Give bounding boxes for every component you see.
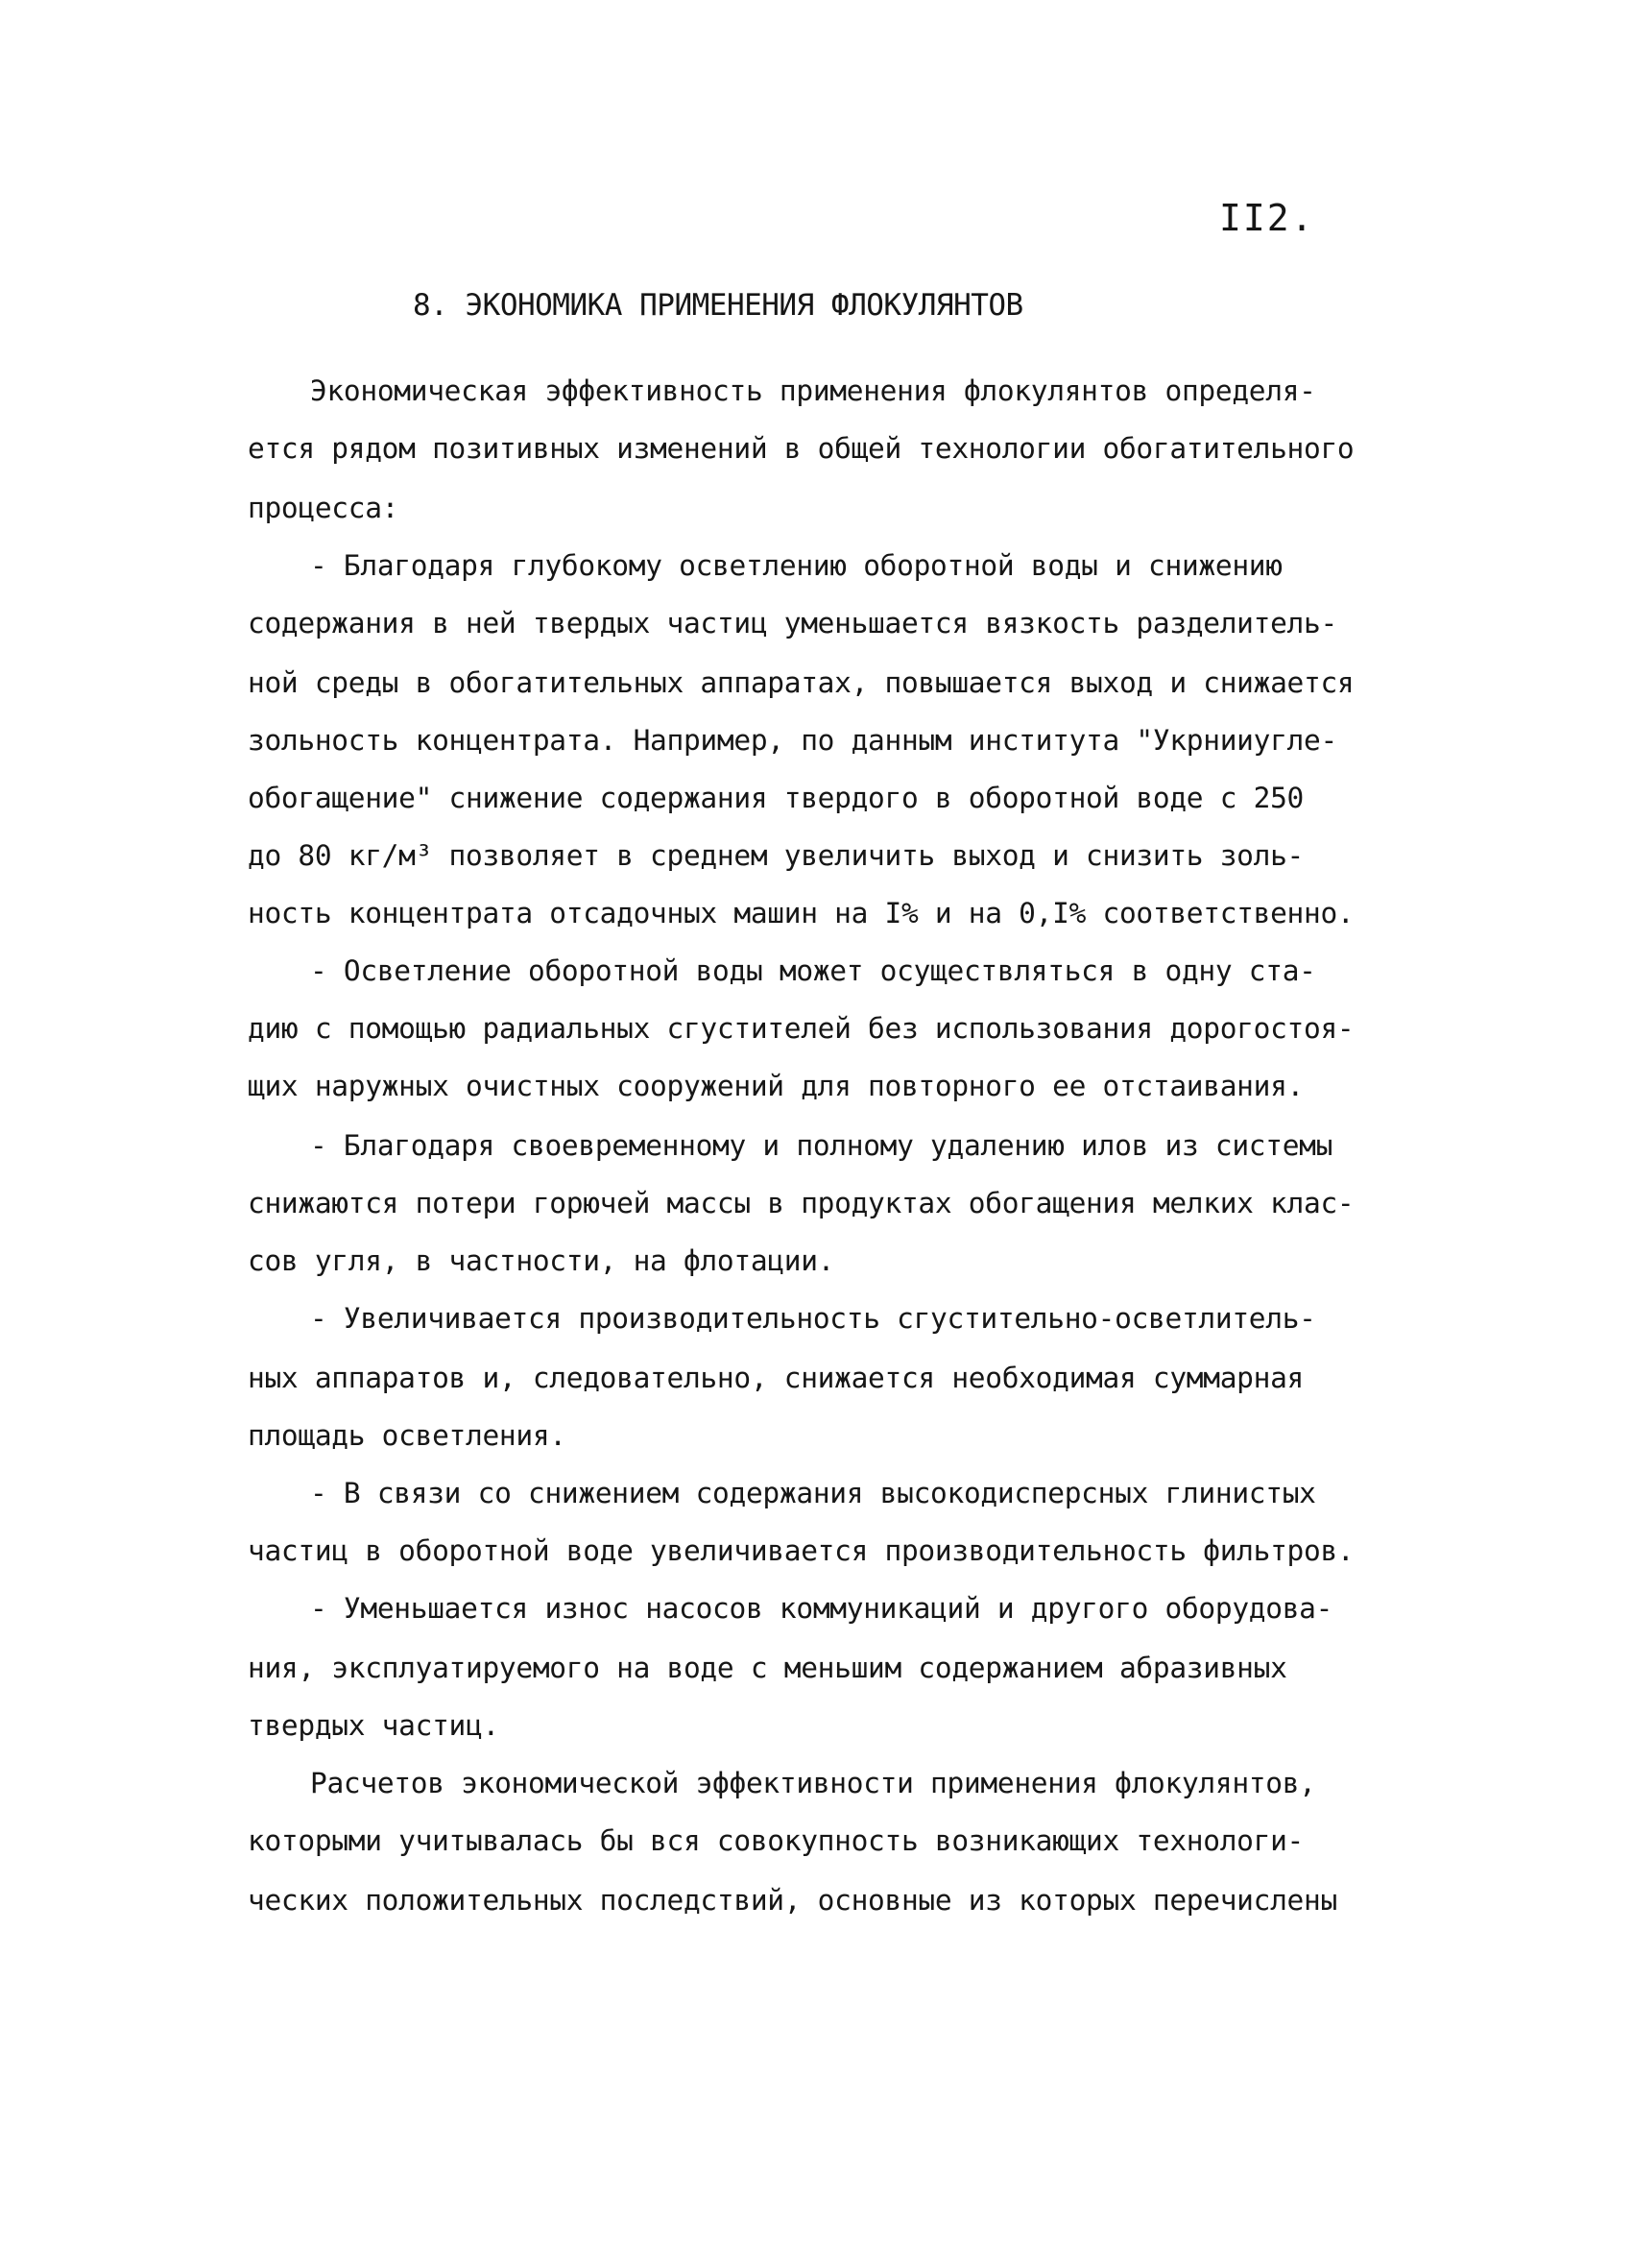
- text-line: Расчетов экономической эффективности применения флокулянтов,: [310, 1767, 1316, 1799]
- text-line: ность концентрата отсадочных машин на I% и на 0,I% соответственно.: [248, 897, 1355, 929]
- text-line: - Благодаря своевременному и полному удалению илов из системы: [310, 1129, 1333, 1162]
- text-line: зольность концентрата. Например, по данным института "Укрнииуглe-: [248, 724, 1337, 757]
- text-line: щих наружных очистных сооружений для повторного ее отстаивания.: [248, 1070, 1305, 1102]
- text-line: до 80 кг/м³ позволяет в среднем увеличить выход и снизить золь-: [248, 839, 1305, 872]
- text-line: сов угля, в частности, на флотации.: [248, 1244, 835, 1277]
- text-line: - Благодаря глубокому осветлению оборотной воды и снижению: [310, 549, 1283, 582]
- text-line: которыми учитывалась бы вся совокупность возникающих технологи-: [248, 1824, 1305, 1857]
- text-line: обогащение" снижение содержания твердого в оборотной воде с 250: [248, 782, 1305, 814]
- text-line: твердых частиц.: [248, 1709, 499, 1742]
- text-line: площадь осветления.: [248, 1419, 566, 1452]
- text-line: - Осветление оборотной воды может осуществляться в одну ста-: [310, 954, 1316, 987]
- text-line: частиц в оборотной воде увеличивается производительность фильтров.: [248, 1534, 1355, 1567]
- text-line: снижаются потери горючей массы в продуктах обогащения мелких клас-: [248, 1187, 1355, 1219]
- page-number: II2.: [1219, 197, 1315, 239]
- text-line: ной среды в обогатительных аппаратах, повышается выход и снижается: [248, 666, 1355, 699]
- text-line: процесса:: [248, 492, 399, 524]
- text-line: - В связи со снижением содержания высокодисперсных глинистых: [310, 1477, 1316, 1509]
- text-line: - Увеличивается производительность сгустительно-осветлитель-: [310, 1302, 1316, 1335]
- text-line: ческих положительных последствий, основные из которых перечислены: [248, 1884, 1337, 1917]
- text-line: ния, эксплуатируемого на воде с меньшим содержанием абразивных: [248, 1652, 1287, 1684]
- section-heading: 8. ЭКОНОМИКА ПРИМЕНЕНИЯ ФЛОКУЛЯНТОВ: [413, 288, 1023, 323]
- text-line: ных аппаратов и, следовательно, снижается необходимая суммарная: [248, 1362, 1305, 1394]
- text-line: Экономическая эффективность применения флокулянтов определя-: [310, 374, 1316, 407]
- text-line: дию с помощью радиальных сгустителей без использования дорогостоя-: [248, 1012, 1355, 1045]
- text-line: - Уменьшается износ насосов коммуникаций и другого оборудова-: [310, 1592, 1333, 1625]
- text-line: содержания в ней твердых частиц уменьшается вязкость разделитель-: [248, 607, 1337, 639]
- text-line: ется рядом позитивных изменений в общей технологии обогатительного: [248, 432, 1355, 465]
